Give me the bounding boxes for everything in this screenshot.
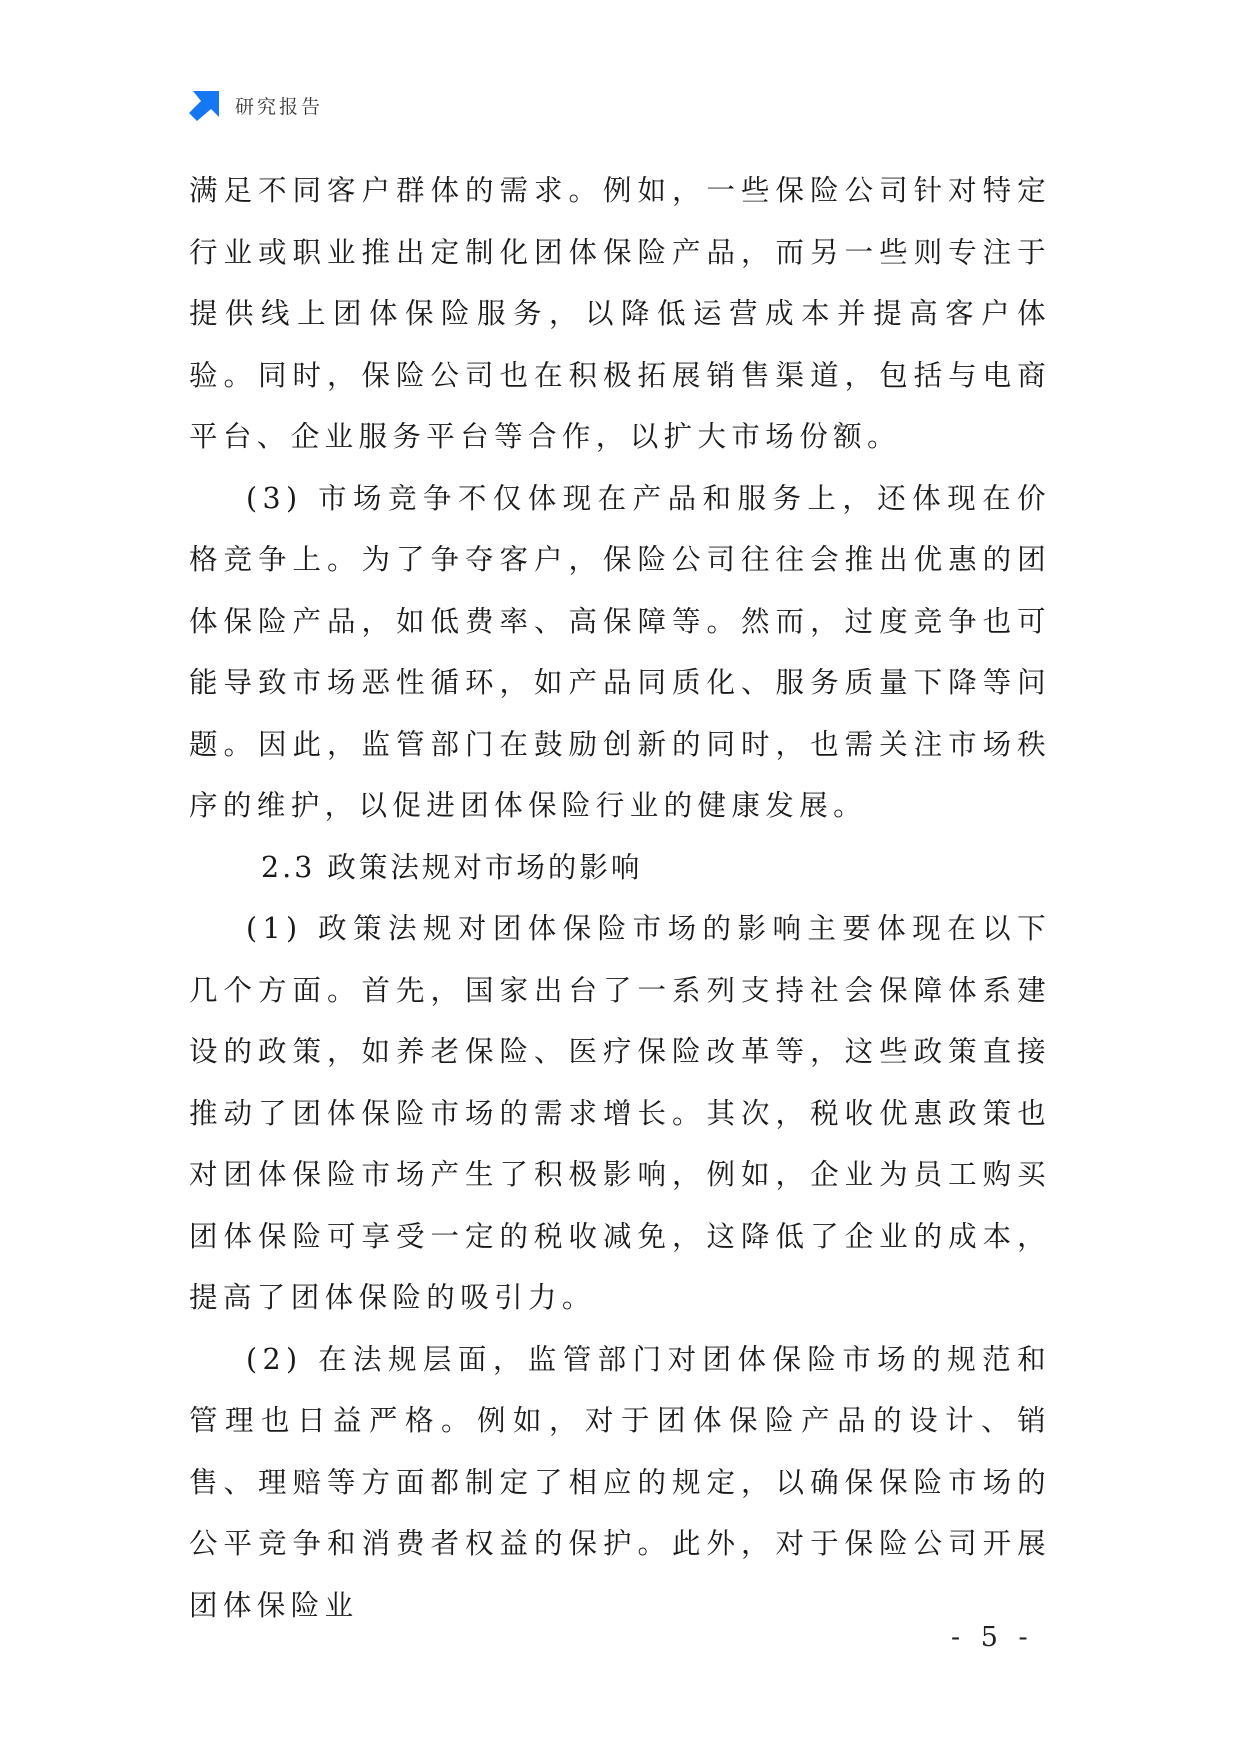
page-number: - 5 - [951, 1622, 1034, 1653]
document-body [189, 160, 1051, 1636]
paragraph-continuation: 满足不同客户群体的需求。例如，一些保险公司针对特定行业或职业推出定制化团体保险产品，而另一些则专注于提供线上团体保险服务，以降低运营成本并提高客户体验。同时，保险公司也在积极拓展销售渠道，包括与电商平台、企业服务平台等合作，以扩大市场份额。 [189, 174, 1051, 453]
section-heading: 2.3 政策法规对市场的影响 [261, 850, 643, 884]
report-header [189, 88, 323, 122]
paragraph-policy-impact: (1) 政策法规对团体保险市场的影响主要体现在以下几个方面。首先，国家出台了一系列支持社会保障体系建设的政策，如养老保险、医疗保险改革等，这些政策直接推动了团体保险市场的需求增长。其次，税收优惠政策也对团体保险市场产生了积极影响，例如，企业为员工购买团体保险可享受一定的税收减免，这降低了企业的成本，提高了团体保险的吸引力。 [189, 912, 1051, 1314]
header-title: 研究报告 [235, 95, 324, 118]
paragraph-price-competition: (3) 市场竞争不仅体现在产品和服务上，还体现在价格竞争上。为了争夺客户，保险公司往往会推出优惠的团体保险产品，如低费率、高保障等。然而，过度竞争也可能导致市场恶性循环，如产品同质化、服务质量下降等问题。因此，监管部门在鼓励创新的同时，也需关注市场秩序的维护，以促进团体保险行业的健康发展。 [189, 481, 1051, 822]
paragraph-regulation: (2) 在法规层面，监管部门对团体保险市场的规范和管理也日益严格。例如，对于团体保险产品的设计、销售、理赔等方面都制定了相应的规定，以确保保险市场的公平竞争和消费者权益的保护。此外，对于保险公司开展团体保险业 [189, 1342, 1051, 1622]
arrow-up-right-icon [189, 89, 221, 121]
